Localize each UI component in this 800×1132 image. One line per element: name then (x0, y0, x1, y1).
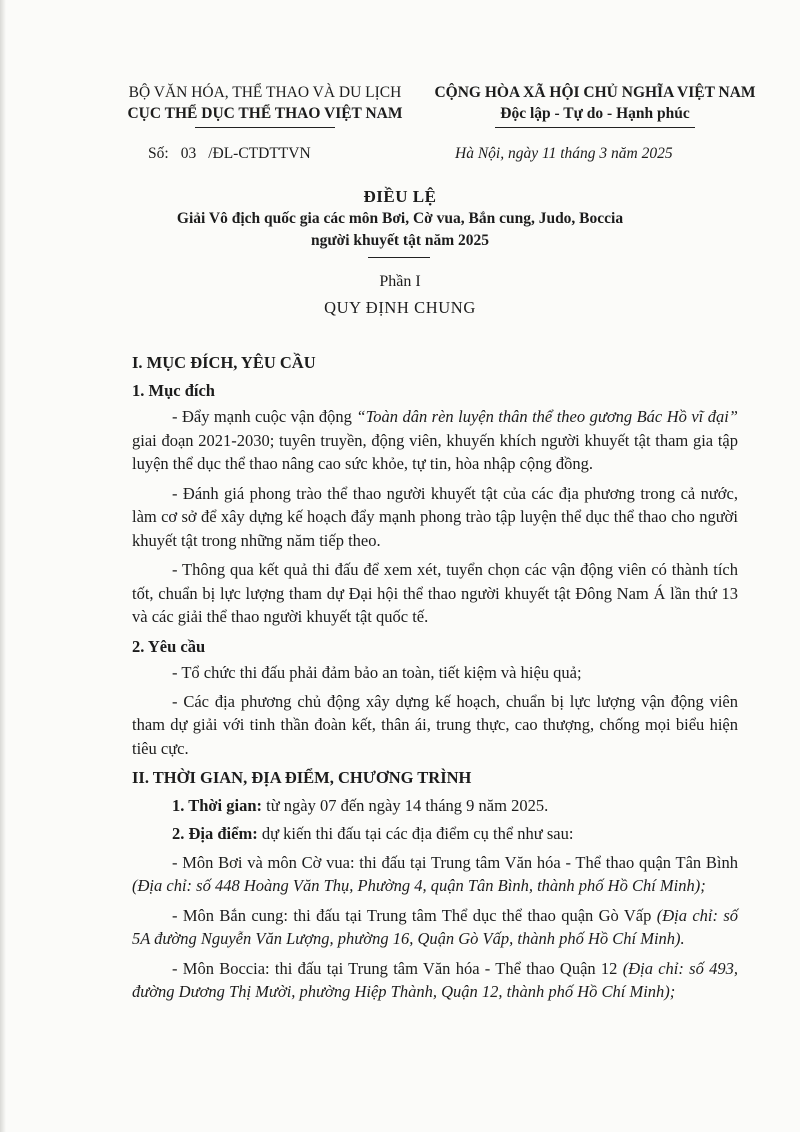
section-heading-purpose: I. MỤC ĐÍCH, YÊU CẦU (132, 353, 316, 372)
campaign-quote: “Toàn dân rèn luyện thân thể theo gương Bác Hồ vĩ đại” (356, 407, 738, 426)
paragraph-localities: - Các địa phương chủ động xây dựng kế hoạch, chuẩn bị lực lượng vận động viên tham dự giải với tinh thần đoàn kết, thân ái, trung thực, cao thượng, chống mọi biểu hiện tiêu cực. (132, 691, 738, 758)
document-body (132, 351, 738, 1010)
venue1-text: - Môn Bơi và môn Cờ vua: thi đấu tại Trung tâm Văn hóa - Thể thao quận Tân Bình (172, 852, 738, 872)
national-motto: Độc lập - Tự do - Hạnh phúc (500, 105, 690, 122)
section-heading-schedule: II. THỜI GIAN, ĐỊA ĐIỂM, CHƯƠNG TRÌNH (132, 768, 472, 787)
place-label: 2. Địa điểm: (172, 824, 258, 843)
paragraph-venue-boccia (132, 957, 738, 1004)
venue3-address: (Địa chỉ: số 493, đường Dương Thị Mười, phường Hiệp Thành, Quận 12, thành phố Hồ Chí Minh); (132, 958, 738, 1001)
document-type: ĐIỀU LỆ (363, 187, 437, 206)
paragraph-place (132, 822, 738, 846)
scan-edge-shadow (0, 0, 6, 1132)
motto-underline (495, 127, 695, 128)
paragraph-campaign-lead: - Đẩy mạnh cuộc vận động (172, 407, 357, 426)
national-name: CỘNG HÒA XÃ HỘI CHỦ NGHĨA VIỆT NAM (434, 84, 756, 101)
paragraph-venue-swimming-chess (132, 851, 738, 898)
agency-underline (195, 127, 335, 128)
document-number (148, 145, 311, 163)
paragraph-selection: - Thông qua kết quả thi đấu để xem xét, tuyển chọn các vận động viên có thành tích tốt, chuẩn bị lực lượng tham dự Đại hội thể thao người khuyết tật Đông Nam Á lần thứ 13 và các giải thể thao người khuyết tật quốc tế. (132, 560, 738, 626)
paragraph-venue-archery (132, 904, 738, 951)
national-header (410, 82, 780, 128)
part-label: Phần I (379, 273, 421, 290)
number-label: Số: (148, 145, 169, 162)
number-suffix: /ĐL-CTDTTVN (208, 145, 311, 162)
number-value: 03 (180, 145, 197, 162)
time-value: từ ngày 07 đến ngày 14 tháng 9 năm 2025. (262, 795, 549, 815)
title-underline (368, 257, 430, 258)
subsection-requirements: 2. Yêu cầu (132, 636, 206, 656)
venue2-address: (Địa chỉ: số 5A đường Nguyễn Văn Lượng, phường 16, Quận Gò Vấp, thành phố Hồ Chí Minh). (132, 905, 739, 948)
part-title: QUY ĐỊNH CHUNG (324, 298, 476, 317)
document-subtitle-line2: người khuyết tật năm 2025 (310, 232, 490, 249)
subsection-purpose: 1. Mục đích (132, 380, 215, 400)
department-name: CỤC THỂ DỤC THỂ THAO VIỆT NAM (127, 105, 403, 122)
paragraph-campaign-rest: giai đoạn 2021-2030; tuyên truyền, động viên, khuyến khích người khuyết tật tham gia tập luyện thể dục thể thao nâng cao sức khỏe, tự tin, hòa nhập cộng đồng. (132, 430, 738, 473)
place-value: dự kiến thi đấu tại các địa điểm cụ thể như sau: (257, 824, 574, 843)
time-label: 1. Thời gian: (172, 795, 262, 815)
venue3-text: - Môn Boccia: thi đấu tại Trung tâm Văn hóa - Thể thao Quận 12 (172, 958, 623, 978)
ministry-name: BỘ VĂN HÓA, THỂ THAO VÀ DU LỊCH (128, 84, 402, 101)
document-subtitle-line1: Giải Vô địch quốc gia các môn Bơi, Cờ vua, Bắn cung, Judo, Boccia (176, 210, 624, 227)
paragraph-safety: - Tổ chức thi đấu phải đảm bảo an toàn, tiết kiệm và hiệu quả; (172, 663, 582, 682)
paragraph-evaluate: - Đánh giá phong trào thể thao người khuyết tật của các địa phương trong cả nước, làm cơ sở để xây dựng kế hoạch đẩy mạnh phong trào tập luyện thể dục thể thao cho người khuyết tật trong những năm tiếp theo. (132, 483, 738, 550)
agency-header (100, 82, 430, 128)
document-date: Hà Nội, ngày 11 tháng 3 năm 2025 (455, 145, 673, 162)
venue2-text: - Môn Bắn cung: thi đấu tại Trung tâm Thể dục thể thao quận Gò Vấp (172, 905, 657, 925)
paragraph-time (132, 794, 738, 818)
paragraph-campaign (132, 405, 738, 476)
venue1-address: (Địa chỉ: số 448 Hoàng Văn Thụ, Phường 4, quận Tân Bình, thành phố Hồ Chí Minh); (132, 876, 706, 895)
